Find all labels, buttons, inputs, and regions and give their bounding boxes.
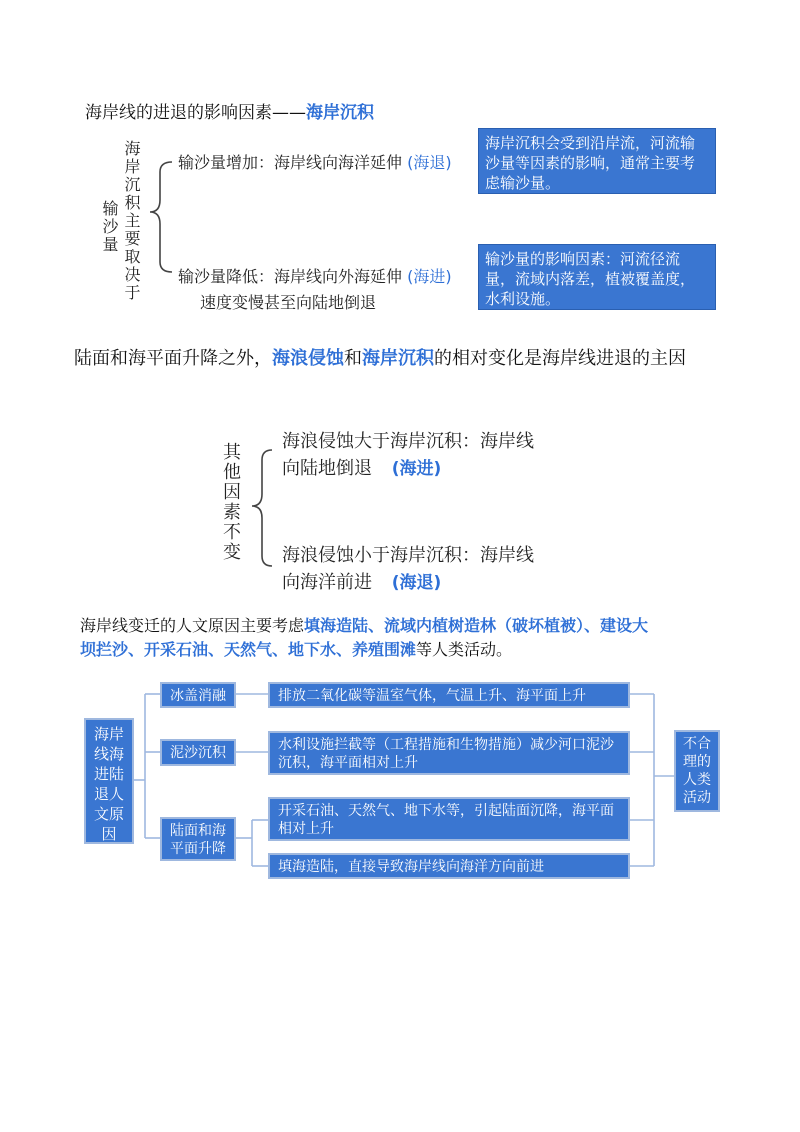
root-human-causes-box: 海岸线海进陆退人文原因	[84, 718, 134, 844]
intro-part-d: 等人类活动。	[416, 640, 513, 659]
erosion-greater-tag: (海进)	[391, 459, 442, 479]
summary-coastal-deposition: 海岸沉积	[362, 348, 434, 369]
note-coastal-deposition: 海岸沉积会受到沿岸流，河流输沙量等因素的影响，通常主要考虑输沙量。	[478, 128, 716, 194]
erosion-less-line1: 海浪侵蚀小于海岸沉积：海岸线	[282, 545, 534, 566]
intro-highlight-2: 坝拦沙、开采石油、天然气、地下水、养殖围滩	[80, 640, 417, 659]
category-ice-melt: 冰盖消融	[160, 682, 236, 708]
category-sediment: 泥沙沉积	[160, 739, 236, 766]
cause-land-reclamation: 填海造陆，直接导致海岸线向海洋方向前进	[268, 853, 630, 879]
section1-title-prefix: 海岸线的进退的影响因素——	[85, 103, 306, 123]
sediment-increase-text: 输沙量增加：海岸线向海洋延伸	[178, 153, 403, 172]
note-sediment-factors: 输沙量的影响因素：河流径流量，流域内落差，植被覆盖度，水利设施。	[478, 244, 716, 310]
sediment-decrease-text: 输沙量降低：海岸线向外海延伸	[178, 267, 403, 286]
summary-part-e: 的相对变化是海岸线进退的主因	[434, 348, 686, 369]
intro-part-a: 海岸线变迁的人文原因主要考虑	[80, 616, 305, 635]
sediment-decrease-continuation: 速度变慢甚至向陆地倒退	[200, 293, 377, 312]
unreasonable-human-activity-box: 不合理的人类活动	[674, 730, 720, 812]
category-land-sea-level: 陆面和海平面升降	[160, 817, 236, 861]
sediment-increase-tag: (海退)	[407, 153, 452, 172]
erosion-less-tag: (海退)	[391, 573, 442, 593]
cause-extraction-subsidence: 开采石油、天然气、地下水等，引起陆面沉降，海平面相对上升	[268, 797, 630, 841]
summary-part-a: 陆面和海平面升降之外，	[74, 348, 272, 369]
vertical-label-sediment: 输沙量	[100, 200, 119, 254]
vertical-label-deposition: 海岸沉积主要取决于	[122, 140, 141, 302]
section1-title-highlight: 海岸沉积	[306, 103, 374, 123]
vertical-label-other-factors: 其他因素不变	[220, 442, 241, 562]
sediment-decrease-tag: (海进)	[407, 267, 452, 286]
cause-water-facilities: 水利设施拦截等（工程措施和生物措施）减少河口泥沙沉积，海平面相对上升	[268, 731, 630, 775]
erosion-less-text: 向海洋前进	[282, 572, 372, 593]
summary-part-c: 和	[344, 348, 362, 369]
erosion-greater-line1: 海浪侵蚀大于海岸沉积：海岸线	[282, 431, 534, 452]
summary-wave-erosion: 海浪侵蚀	[272, 348, 344, 369]
cause-greenhouse-gas: 排放二氧化碳等温室气体，气温上升、海平面上升	[268, 682, 630, 708]
intro-highlight-1: 填海造陆、流域内植树造林（破坏植被）、建设大	[304, 616, 649, 635]
erosion-greater-text: 向陆地倒退	[282, 458, 372, 479]
